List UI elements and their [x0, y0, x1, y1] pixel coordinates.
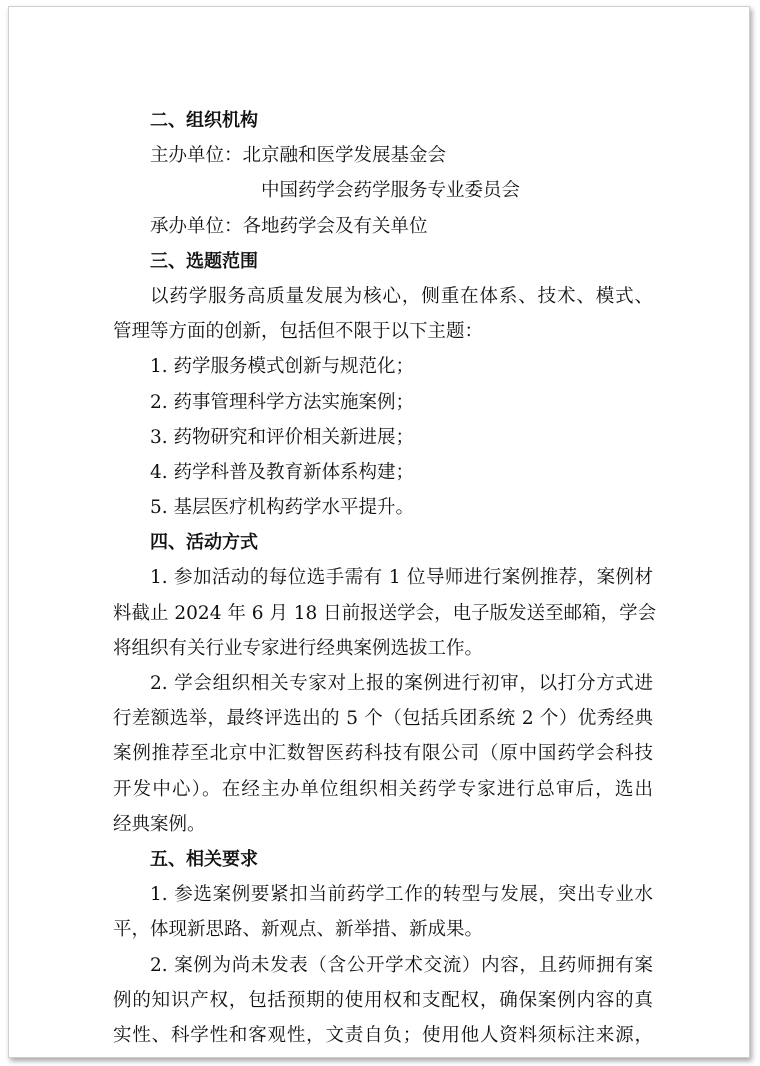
topic-item: 1. 药学服务模式创新与规范化； [150, 356, 415, 378]
topics-intro-line-2: 管理等方面的创新，包括但不限于以下主题： [113, 321, 484, 343]
requirements-p1-line-2: 平，体现新思路、新观点、新举措、新成果。 [113, 919, 484, 941]
organizer-unit-line: 承办单位：各地药学会及有关单位 [150, 215, 428, 237]
host-unit-line: 主办单位：北京融和医学发展基金会 [150, 145, 447, 167]
requirements-p2-line-3: 实性、科学性和客观性，文责自负；使用他人资料须标注来源， [113, 1024, 653, 1046]
activity-p2-line-3: 案例推荐至北京中汇数智医药科技有限公司（原中国药学会科技 [113, 743, 653, 765]
topic-item: 3. 药物研究和评价相关新进展； [150, 426, 415, 448]
requirements-p1-line-1: 1. 参选案例要紧扣当前药学工作的转型与发展，突出专业水 [150, 884, 653, 906]
requirements-p2-line-2: 例的知识产权，包括预期的使用权和支配权，确保案例内容的真 [113, 989, 653, 1011]
activity-p2-line-5: 经典案例。 [113, 813, 206, 835]
section-heading-organization: 二、组织机构 [150, 110, 258, 131]
activity-p2-line-4: 开发中心）。在经主办单位组织相关药学专家进行总审后，选出 [113, 778, 653, 800]
topics-intro-line-1: 以药学服务高质量发展为核心，侧重在体系、技术、模式、 [150, 285, 653, 307]
activity-p1-line-3: 将组织有关行业专家进行经典案例选拔工作。 [113, 637, 484, 659]
activity-p2-line-2: 行差额选举，最终评选出的 5 个（包括兵团系统 2 个）优秀经典 [113, 708, 653, 730]
activity-p1-line-2: 料截止 2024 年 6 月 18 日前报送学会，电子版发送至邮箱，学会 [113, 602, 657, 624]
section-heading-activity: 四、活动方式 [150, 532, 258, 554]
topic-item: 2. 药事管理科学方法实施案例； [150, 391, 415, 413]
topic-item: 5. 基层医疗机构药学水平提升。 [150, 497, 415, 519]
requirements-p2-line-1: 2. 案例为尚未发表（含公开学术交流）内容，且药师拥有案 [150, 954, 653, 976]
activity-p1-line-1: 1. 参加活动的每位选手需有 1 位导师进行案例推荐，案例材 [150, 567, 653, 589]
section-heading-requirements: 五、相关要求 [150, 848, 258, 870]
host-unit-line-2: 中国药学会药学服务专业委员会 [261, 180, 521, 202]
document-body [113, 103, 657, 1053]
document-page [8, 6, 750, 1058]
section-heading-topics: 三、选题范围 [150, 250, 258, 272]
topic-item: 4. 药学科普及教育新体系构建； [150, 461, 415, 483]
activity-p2-line-1: 2. 学会组织相关专家对上报的案例进行初审，以打分方式进 [150, 673, 653, 694]
